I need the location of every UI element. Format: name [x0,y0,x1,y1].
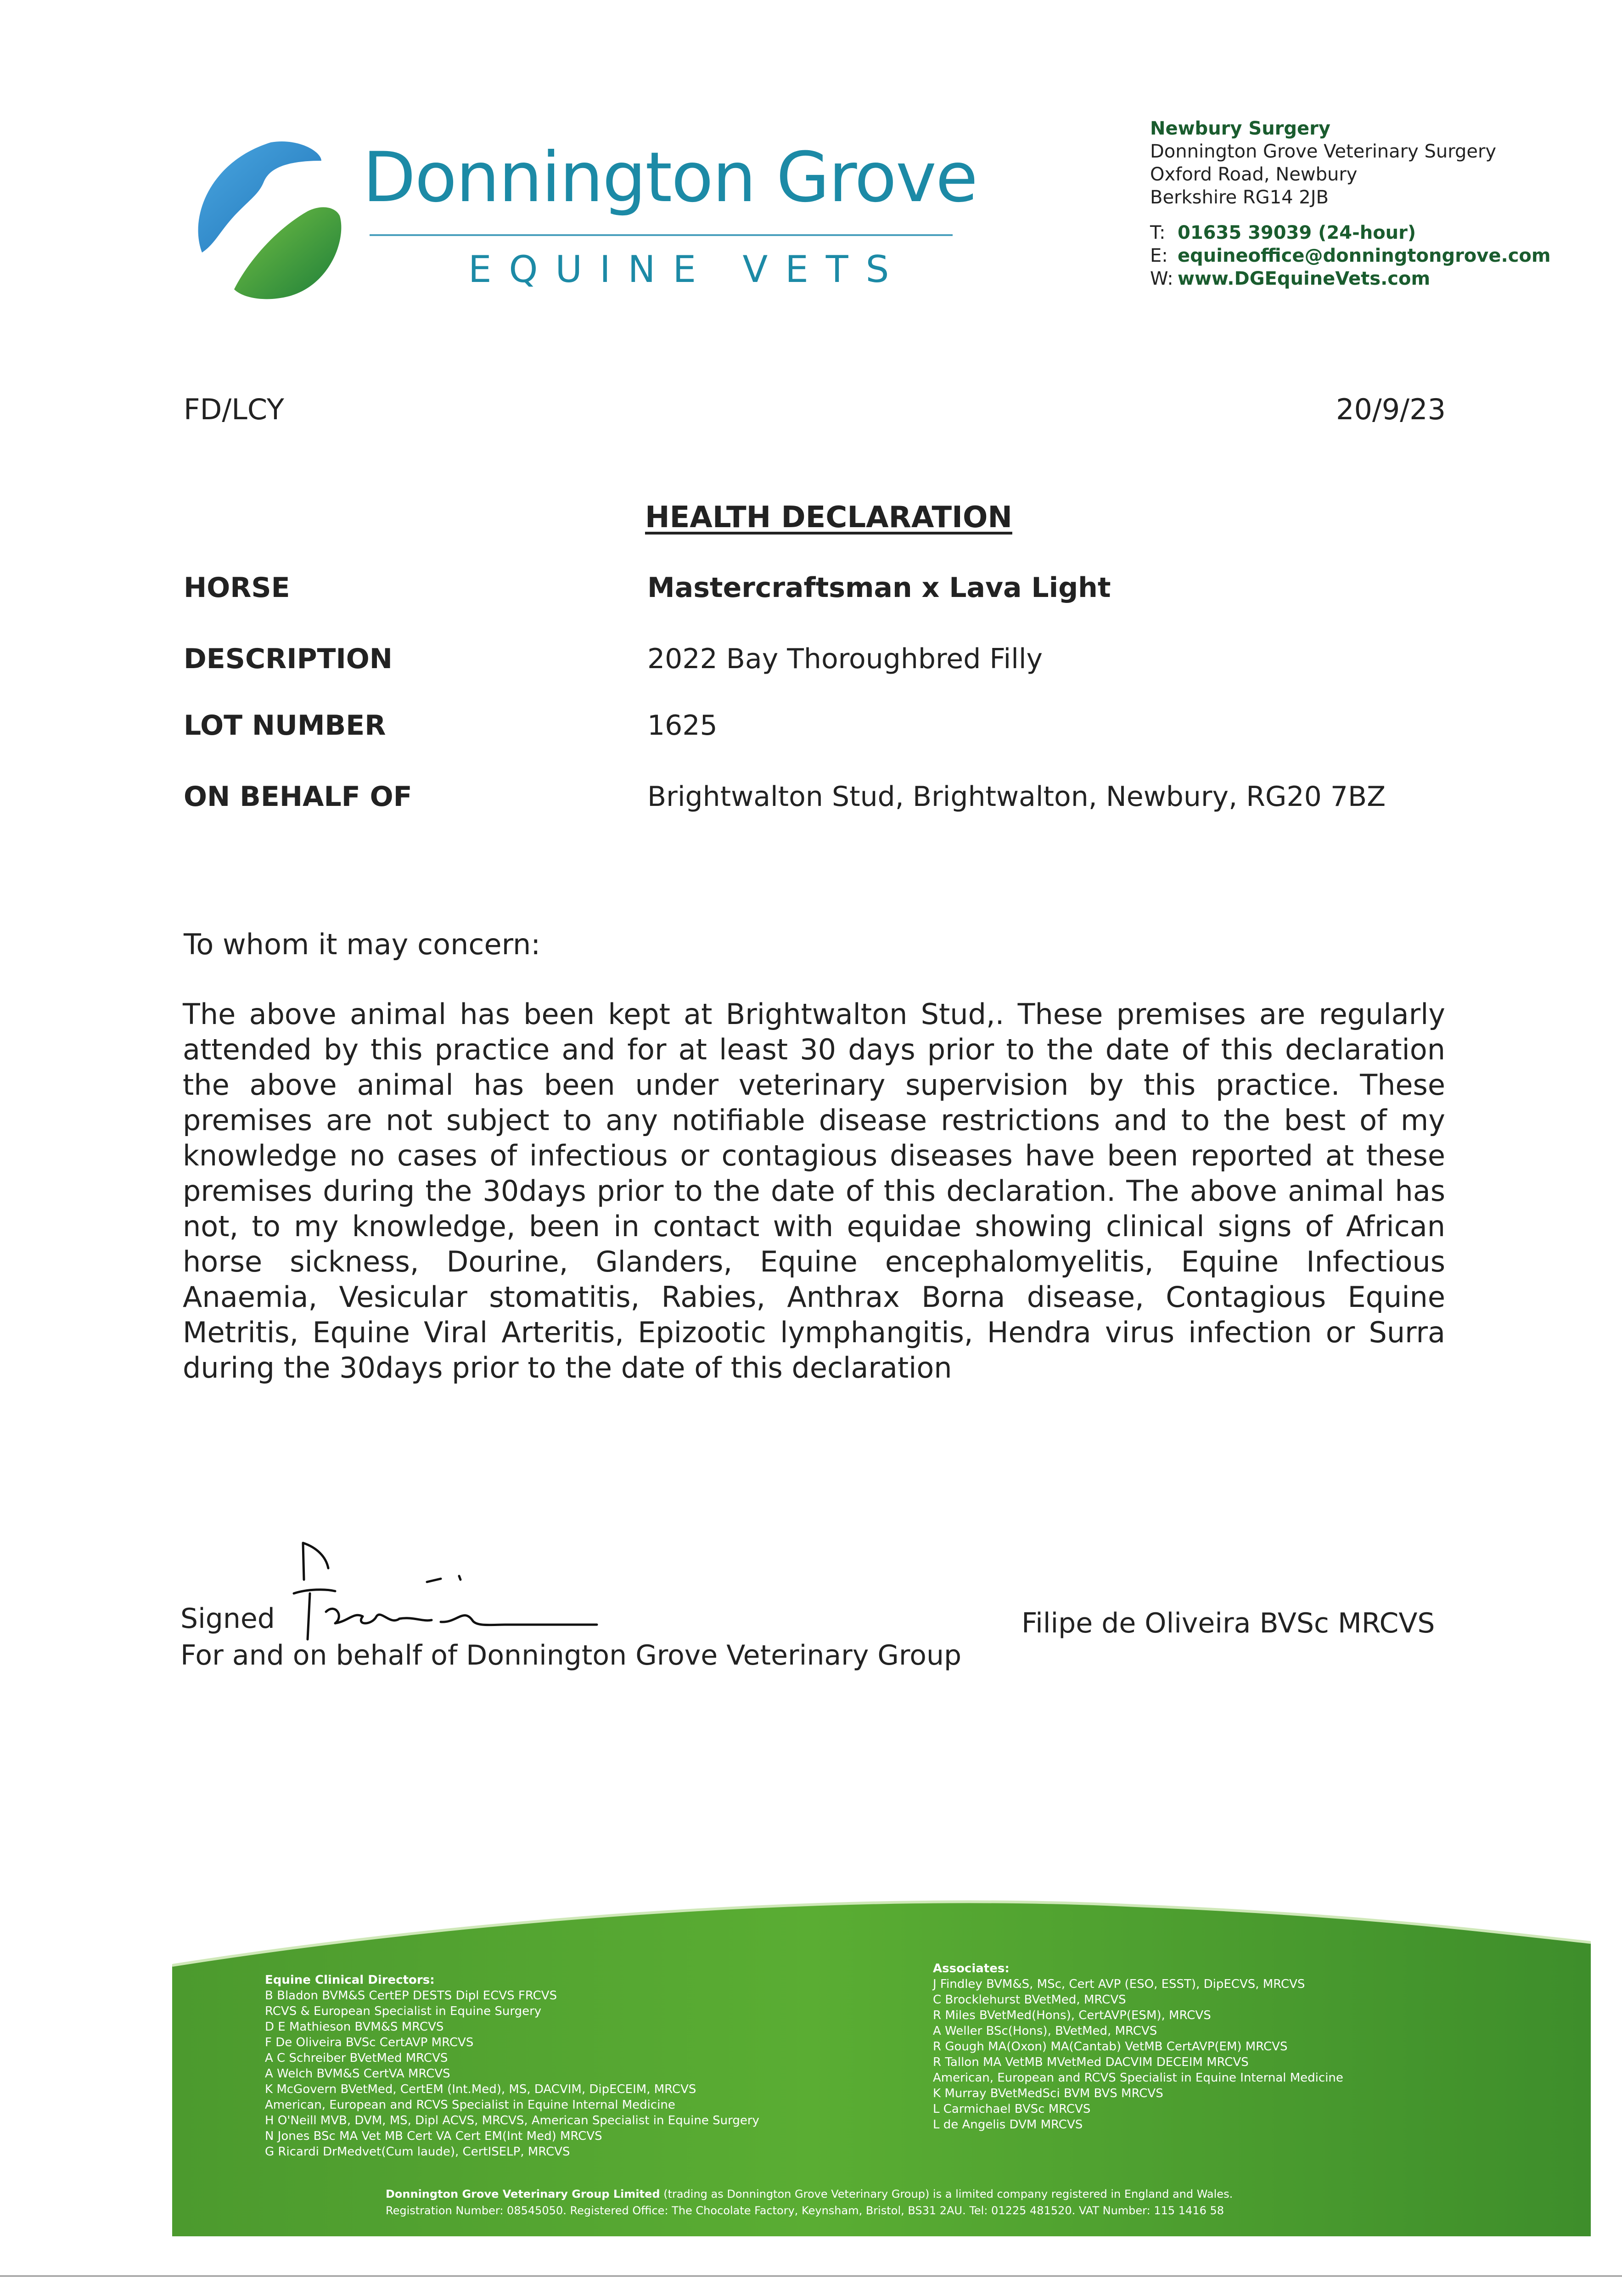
director-entry: N Jones BSc MA Vet MB Cert VA Cert EM(Int Med) MRCVS [265,2129,602,2143]
director-entry: B Bladon BVM&S CertEP DESTS Dipl ECVS FRCVS [265,1989,557,2003]
document-date: 20/9/23 [1336,393,1446,426]
field-value-lot-number: 1625 [647,709,718,742]
footer-legal-text [386,2186,1233,2219]
director-entry: D E Mathieson BVM&S MRCVS [265,2020,444,2034]
field-value-description: 2022 Bay Thoroughbred Filly [647,643,1043,675]
signed-label: Signed [180,1603,275,1635]
handwritten-signature-icon [275,1525,606,1649]
office-title: Newbury Surgery [1150,118,1330,139]
brand-divider [370,234,953,236]
field-value-on-behalf-of: Brightwalton Stud, Brightwalton, Newbury, RG20 7BZ [647,781,1386,813]
document-reference: FD/LCY [184,393,284,426]
phone-key: T: [1150,222,1166,243]
field-value-horse: Mastercraftsman x Lava Light [647,572,1111,604]
associate-entry: A Weller BSc(Hons), BVetMed, MRCVS [933,2024,1157,2038]
associate-entry: R Miles BVetMed(Hons), CertAVP(ESM), MRCVS [933,2009,1211,2022]
associate-entry: R Gough MA(Oxon) MA(Cantab) VetMB CertAVP(EM) MRCVS [933,2040,1288,2054]
field-label-description: DESCRIPTION [184,643,393,675]
email-key: E: [1150,245,1168,266]
associate-entry: K Murray BVetMedSci BVM BVS MRCVS [933,2087,1163,2100]
director-entry: G Ricardi DrMedvet(Cum laude), CertISELP, MRCVS [265,2145,570,2159]
director-entry: American, European and RCVS Specialist in Equine Internal Medicine [265,2098,675,2112]
contact-details [1150,221,1551,290]
address-line: Donnington Grove Veterinary Surgery [1150,141,1497,162]
associate-entry: L de Angelis DVM MRCVS [933,2118,1083,2132]
document-title: HEALTH DECLARATION [645,501,1012,535]
company-logo-icon [184,138,349,303]
associates-list [933,1961,1343,2133]
associate-entry: L Carmichael BVSc MRCVS [933,2102,1091,2116]
director-entry: A C Schreiber BVetMed MRCVS [265,2051,448,2065]
on-behalf-line: For and on behalf of Donnington Grove Veterinary Group [180,1639,962,1671]
phone-number: 01635 39039 (24-hour) [1178,222,1416,243]
associate-entry: C Brocklehurst BVetMed, MRCVS [933,1993,1126,2007]
signer-name: Filipe de Oliveira BVSc MRCVS [1021,1607,1435,1639]
email-address[interactable]: equineoffice@donningtongrove.com [1178,245,1551,266]
salutation: To whom it may concern: [184,928,541,961]
web-key: W: [1150,268,1173,289]
surgery-address [1150,117,1496,209]
director-entry: H O'Neill MVB, DVM, MS, Dipl ACVS, MRCVS, American Specialist in Equine Surgery [265,2114,759,2127]
associate-entry: J Findley BVM&S, MSc, Cert AVP (ESO, ESST), DipECVS, MRCVS [933,1977,1305,1991]
directors-list [265,1972,759,2160]
field-label-horse: HORSE [184,572,290,604]
brand-subtitle: EQUINE VETS [468,248,907,291]
address-line: Berkshire RG14 2JB [1150,187,1329,208]
brand-name: Donnington Grove [363,138,977,218]
website-link[interactable]: www.DGEquineVets.com [1178,268,1431,289]
director-entry: K McGovern BVetMed, CertEM (Int.Med), MS, DACVIM, DipECEIM, MRCVS [265,2082,696,2096]
associate-entry: R Tallon MA VetMB MVetMed DACVIM DECEIM MRCVS [933,2055,1249,2069]
directors-heading: Equine Clinical Directors: [265,1973,435,1987]
address-line: Oxford Road, Newbury [1150,164,1358,185]
legal-company-name: Donnington Grove Veterinary Group Limited [386,2188,660,2200]
legal-company-desc: (trading as Donnington Grove Veterinary Group) is a limited company registered in England and Wales. [660,2188,1233,2200]
associates-heading: Associates: [933,1962,1010,1975]
director-entry: A Welch BVM&S CertVA MRCVS [265,2067,450,2081]
legal-registration: Registration Number: 08545050. Registered Office: The Chocolate Factory, Keynsham, Bristol, BS31 2AU. Tel: 01225 481520. VAT Number: 115 1416 58 [386,2204,1224,2217]
associate-entry: American, European and RCVS Specialist in Equine Internal Medicine [933,2071,1343,2085]
director-entry: RCVS & European Specialist in Equine Surgery [265,2004,542,2018]
declaration-body: The above animal has been kept at Brightwalton Stud,. These premises are regularly attended by this practice and for at least 30 days prior to the date of this declaration the above animal has been under veterinary supervision by this practice. These premises are not subject to any notifiable disease restrictions and to the best of my knowledge no cases of infectious or contagious diseases have been reported at these premises during the 30days prior to the date of this declaration. The above animal has not, to my knowledge, been in contact with equidae showing clinical signs of African horse sickness, Dourine, Glanders, Equine encephalomyelitis, Equine Infectious Anaemia, Vesicular stomatitis, Rabies, Anthrax Borna disease, Contagious Equine Metritis, Equine Viral Arteritis, Epizootic lymphangitis, Hendra virus infection or Surra during the 30days prior to the date of this declaration [183,997,1445,1384]
page-bottom-rule [0,2275,1622,2277]
director-entry: F De Oliveira BVSc CertAVP MRCVS [265,2036,474,2049]
field-label-on-behalf-of: ON BEHALF OF [184,781,412,813]
field-label-lot-number: LOT NUMBER [184,709,386,742]
